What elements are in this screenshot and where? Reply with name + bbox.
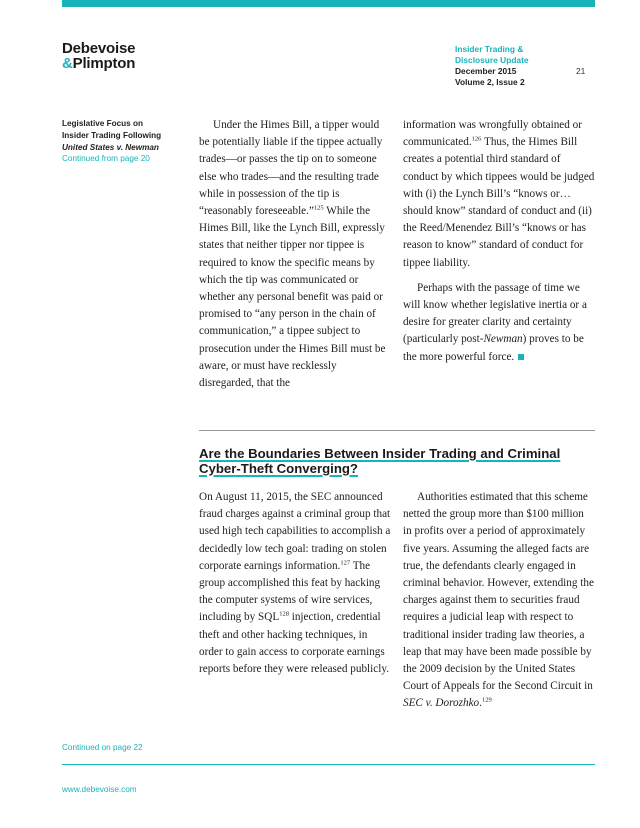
paragraph [403, 280, 595, 366]
continued-on-link[interactable]: Continued on page 22 [62, 743, 143, 752]
section1-column-2 [403, 117, 595, 366]
text-run: While the Himes Bill, like the Lynch Bill, expressly states that neither tipper nor tippee is required to know the specific means by which the tip was communicated or whether any personal benefit was paid or promised to “any person in the chain of communication,” a tippee subject to prosecution under the Himes Bill must be aware, or must have recklessly disregarded, that the [199, 205, 386, 390]
text-run: Under the Himes Bill, a tipper would be potentially liable if the tippee actually trades—or passes the tip on to someone else who trades—and the resulting trade while in possession of the tip is “reasonably foreseeable.” [199, 119, 383, 218]
section-divider [199, 430, 595, 431]
publication-info [455, 44, 529, 88]
footnote-ref: 128 [279, 610, 289, 618]
footnote-ref: 127 [340, 559, 351, 567]
publication-date: December 2015 [455, 66, 517, 76]
paragraph [199, 117, 391, 392]
text-run: Thus, the Himes Bill creates a potential third standard of conduct by which tippees would be judged with (i) the Lynch Bill’s “knows or… should know” standard of conduct and (ii) the Reed/Menendez Bill’s “knows or has reason to know” standard of conduct for tippee liability. [403, 136, 595, 269]
sidebar-article-title [62, 118, 180, 165]
case-name: SEC v. Dorozhko [403, 697, 480, 710]
text-run: ) proves to be the more powerful force. [403, 333, 584, 363]
text-run: Authorities estimated that this scheme netted the group more than $100 million in profits over a period of approximately five years. Assuming the alleged facts are true, the defendants clearly engaged in criminal behavior. However, extending the charges against them to securities fraud requires a judicial leap with respect to traditional insider trading law theories, a leap that may have been made possible by the 2009 decision by the United States Court of Appeals for the Second Circuit in [403, 491, 594, 693]
section1-column-1 [199, 117, 391, 392]
publication-title-1: Insider Trading & [455, 44, 524, 54]
text-run: information was wrongfully obtained or communicated. [403, 119, 582, 149]
paragraph [403, 117, 595, 272]
logo-line-1: Debevoise [62, 40, 136, 57]
footnote-ref: 125 [313, 204, 324, 212]
sidebar-line-1: Legislative Focus on [62, 119, 143, 128]
footnote-ref: 126 [471, 135, 482, 143]
text-run: injection, credential theft and other hacking techniques, in order to gain access to corporate earnings reports before they were released publicly. [199, 611, 389, 676]
logo-ampersand: & [62, 55, 73, 72]
sidebar-line-3: United States v. Newman [62, 142, 159, 152]
section2-column-2 [403, 489, 595, 713]
section-heading [199, 446, 595, 476]
text-run: . [479, 697, 482, 710]
page-number: 21 [576, 66, 586, 76]
footer-rule [62, 764, 595, 765]
logo-line-2 [62, 56, 135, 71]
publication-volume: Volume 2, Issue 2 [455, 77, 525, 87]
footnote-ref: 129 [481, 696, 492, 704]
top-accent-bar [62, 0, 595, 7]
text-run: On August 11, 2015, the SEC announced fraud charges against a criminal group that used high tech capabilities to accomplish a decidedly low tech goal: trading on stolen corporate earnings information. [199, 491, 391, 572]
case-name: Newman [483, 333, 523, 346]
sidebar-line-2: Insider Trading Following [62, 130, 162, 140]
publication-title-2: Disclosure Update [455, 55, 529, 65]
debevoise-logo [62, 41, 135, 71]
paragraph [403, 489, 595, 713]
section2-column-1 [199, 489, 391, 678]
text-run: Perhaps with the passage of time we will know whether legislative inertia or a desire for greater clarity and certainty (particularly post- [403, 281, 587, 346]
website-link[interactable]: www.debevoise.com [62, 785, 137, 794]
paragraph [199, 489, 391, 678]
end-of-article-square-icon [518, 354, 524, 360]
logo-plimpton: Plimpton [72, 55, 136, 72]
text-run: The group accomplished this feat by hacking the computer systems of wire services, including by SQL [199, 559, 381, 624]
continued-from-link[interactable]: Continued from page 20 [62, 154, 150, 164]
section-heading-text: Are the Boundaries Between Insider Trading and Criminal Cyber-Theft Converging? [199, 446, 561, 476]
